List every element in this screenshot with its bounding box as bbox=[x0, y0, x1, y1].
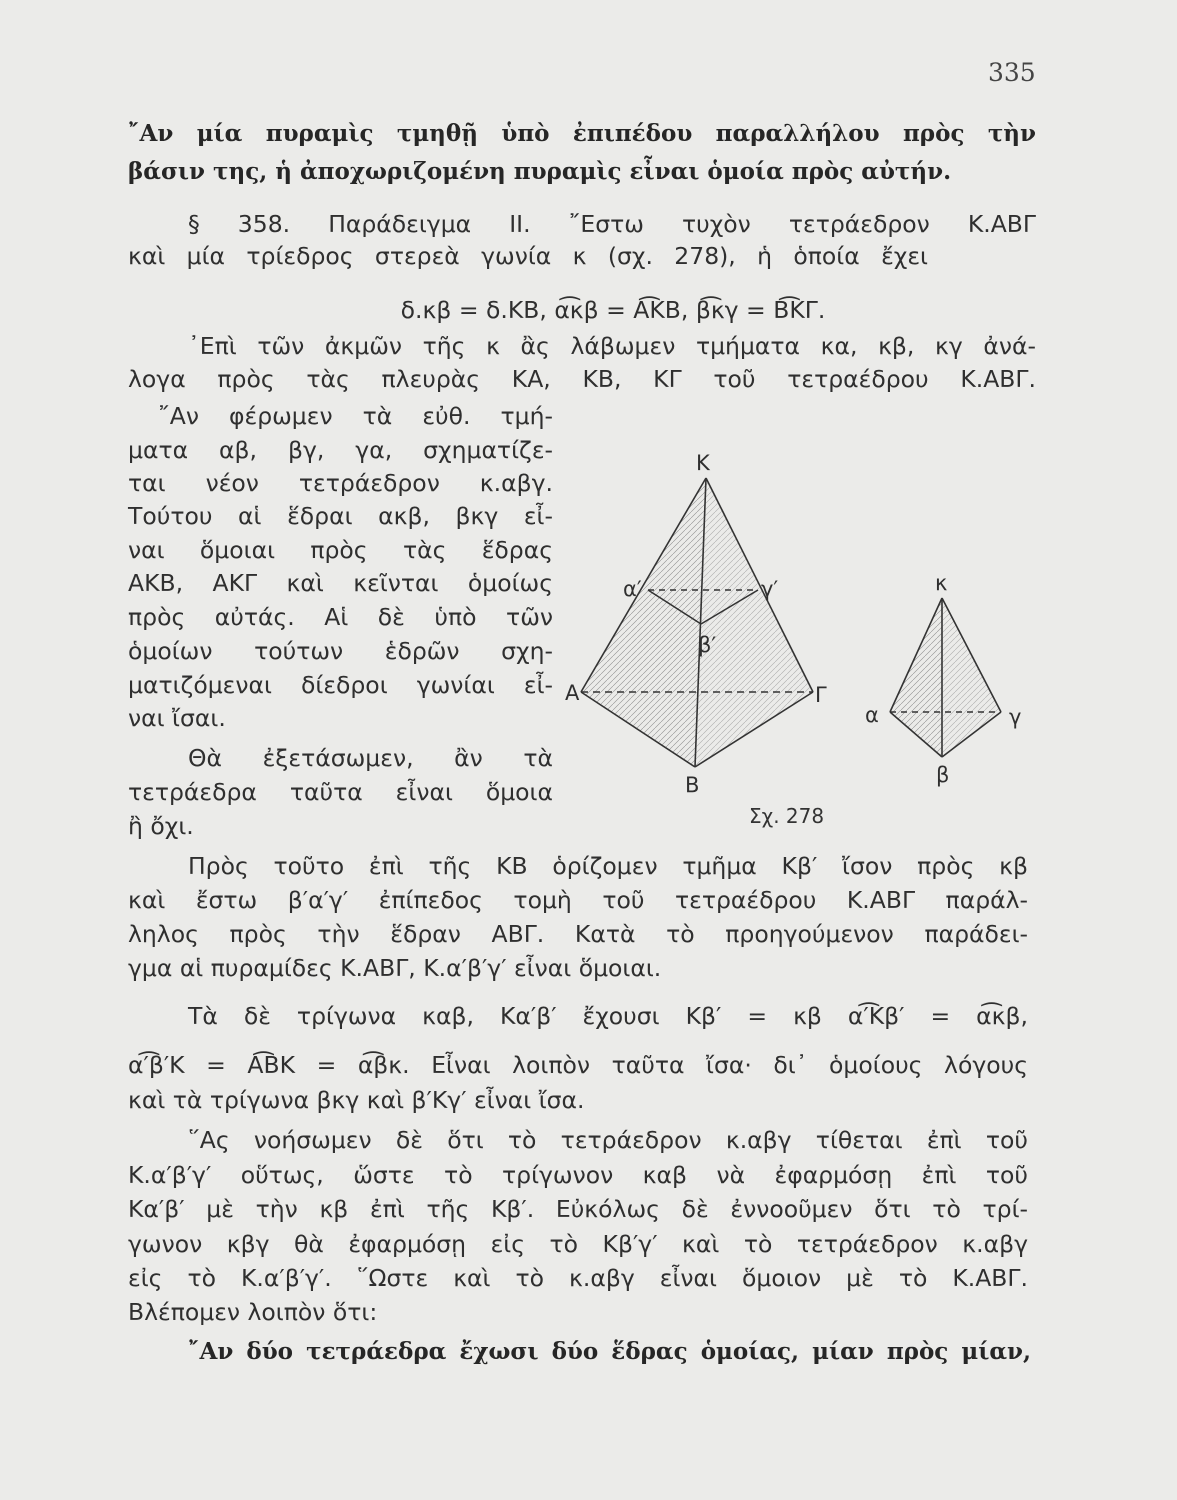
text-line: α′͡β′Κ = Α͡ΒΚ = α͡βκ. Εἶναι λοιπὸν ταῦτα ἴσα· δι᾿ ὁμοίους λόγους bbox=[128, 1051, 1028, 1079]
text-line: ληλος πρὸς τὴν ἕδραν ΑΒΓ. Κατὰ τὸ προηγούμενον παράδει- bbox=[128, 920, 1028, 948]
label-k: κ bbox=[935, 571, 948, 595]
text-line: Πρὸς τοῦτο ἐπὶ τῆς ΚΒ ὁρίζομεν τμῆμα Κβ′ ἴσον πρὸς κβ bbox=[188, 852, 1028, 880]
text-line: τετράεδρα ταῦτα εἶναι ὅμοια bbox=[128, 778, 553, 806]
text-line: ΑΚΒ, ΑΚΓ καὶ κεῖνται ὁμοίως bbox=[128, 569, 553, 597]
label-G: Γ bbox=[815, 683, 827, 707]
text-line: Θὰ ἐξετάσωμεν, ἂν τὰ bbox=[188, 744, 553, 772]
formula-line: δ.κβ = δ.ΚΒ, α͡κβ = Α͡ΚΒ, β͡κγ = Β͡ΚΓ. bbox=[400, 296, 826, 324]
text-line: ᾿Επὶ τῶν ἀκμῶν τῆς κ ἂς λάβωμεν τμήματα κα, κβ, κγ ἀνά- bbox=[188, 332, 1036, 360]
text-line: πρὸς αὐτάς. Αἱ δὲ ὑπὸ τῶν bbox=[128, 603, 553, 631]
text-line: ναι ὅμοιαι πρὸς τὰς ἕδρας bbox=[128, 536, 553, 564]
label-B: Β bbox=[685, 773, 700, 797]
label-b: β bbox=[936, 763, 950, 787]
text-line: Τούτου αἱ ἕδραι ακβ, βκγ εἶ- bbox=[128, 502, 553, 530]
theorem-line-3: ῎Αν δύο τετράεδρα ἔχωσι δύο ἕδρας ὁμοίας, μίαν πρὸς μίαν, bbox=[188, 1338, 1031, 1365]
theorem-line-1: ῎Αν μία πυραμὶς τμηθῇ ὑπὸ ἐπιπέδου παραλλήλου πρὸς τὴν bbox=[128, 120, 1036, 147]
text-line: Κα′β′ μὲ τὴν κβ ἐπὶ τῆς Κβ′. Εὐκόλως δὲ ἐννοοῦμεν ὅτι τὸ τρί- bbox=[128, 1195, 1028, 1223]
text-line: ῞Ας νοήσωμεν δὲ ὅτι τὸ τετράεδρον κ.αβγ τίθεται ἐπὶ τοῦ bbox=[188, 1126, 1028, 1154]
large-tetrahedron bbox=[581, 478, 813, 767]
label-g-prime: γ′ bbox=[761, 577, 779, 601]
label-b-prime: β′ bbox=[698, 633, 717, 657]
figure-caption: Σχ. 278 bbox=[749, 804, 825, 828]
text-line: ἢ ὄχι. bbox=[128, 812, 194, 840]
label-A: Α bbox=[565, 681, 580, 705]
tetrahedra-diagram bbox=[565, 440, 1045, 840]
text-line: ματιζόμεναι δίεδροι γωνίαι εἶ- bbox=[128, 671, 553, 699]
theorem-line-2: βάσιν της, ἡ ἀποχωριζομένη πυραμὶς εἶναι ὁμοία πρὸς αὐτήν. bbox=[128, 158, 952, 185]
text-line: ὁμοίων τούτων ἑδρῶν σχη- bbox=[128, 637, 553, 665]
text-line: ματα αβ, βγ, γα, σχηματίζε- bbox=[128, 436, 553, 464]
text-line: γμα αἱ πυραμίδες Κ.ΑΒΓ, Κ.α′β′γ′ εἶναι ὅμοιαι. bbox=[128, 954, 662, 982]
text-line: Βλέπομεν λοιπὸν ὅτι: bbox=[128, 1298, 378, 1326]
text-line: καὶ τὰ τρίγωνα βκγ καὶ β′Κγ′ εἶναι ἴσα. bbox=[128, 1086, 585, 1114]
text-line: εἰς τὸ Κ.α′β′γ′. ῞Ωστε καὶ τὸ κ.αβγ εἶναι ὅμοιον μὲ τὸ Κ.ΑΒΓ. bbox=[128, 1264, 1028, 1292]
label-a: α bbox=[865, 703, 879, 727]
text-line: Τὰ δὲ τρίγωνα καβ, Κα′β′ ἔχουσι Κβ′ = κβ α′͡Κβ′ = α͡κβ, bbox=[188, 1002, 1028, 1030]
label-g: γ bbox=[1009, 705, 1022, 729]
text-line: καὶ μία τρίεδρος στερεὰ γωνία κ (σχ. 278), ἡ ὁποία ἔχει bbox=[128, 242, 928, 270]
text-line: γωνον κβγ θὰ ἐφαρμόσῃ εἰς τὸ Κβ′γ′ καὶ τὸ τετράεδρον κ.αβγ bbox=[128, 1230, 1028, 1258]
label-K: Κ bbox=[696, 451, 710, 475]
section-heading-line: § 358. Παράδειγμα ΙΙ. ῎Εστω τυχὸν τετράεδρον Κ.ΑΒΓ bbox=[188, 210, 1036, 238]
text-line: λογα πρὸς τὰς πλευρὰς ΚΑ, ΚΒ, ΚΓ τοῦ τετραέδρου Κ.ΑΒΓ. bbox=[128, 365, 1036, 393]
figure-278 bbox=[565, 440, 1045, 840]
text-line: Κ.α′β′γ′ οὕτως, ὥστε τὸ τρίγωνον καβ νὰ ἐφαρμόσῃ ἐπὶ τοῦ bbox=[128, 1161, 1028, 1189]
text-line: ται νέον τετράεδρον κ.αβγ. bbox=[128, 469, 553, 497]
small-tetrahedron bbox=[890, 598, 1001, 757]
text-line: ῎Αν φέρωμεν τὰ εὐθ. τμή- bbox=[158, 402, 553, 430]
text-line: ναι ἴσαι. bbox=[128, 704, 226, 732]
page-number: 335 bbox=[988, 58, 1036, 87]
text-line: καὶ ἔστω β′α′γ′ ἐπίπεδος τομὴ τοῦ τετραέδρου Κ.ΑΒΓ παράλ- bbox=[128, 886, 1028, 914]
label-a-prime: α′ bbox=[623, 577, 642, 601]
